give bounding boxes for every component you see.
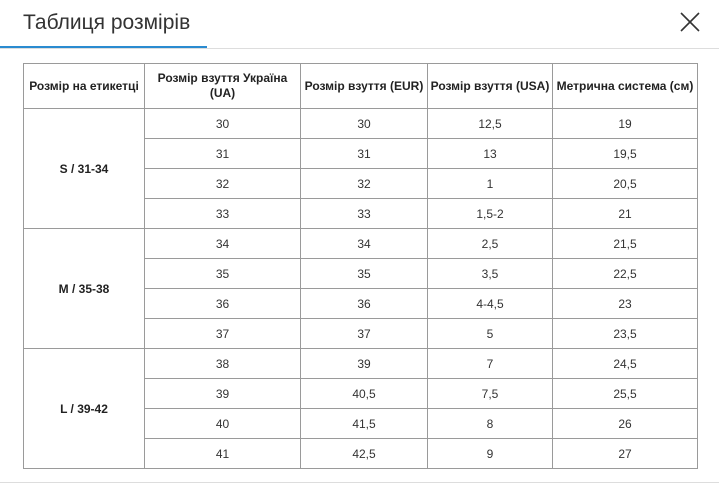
header-metric-size: Метрична система (см): [553, 64, 698, 109]
ua-size-cell: 32: [145, 169, 301, 199]
usa-size-cell: 4-4,5: [428, 289, 553, 319]
ua-size-cell: 33: [145, 199, 301, 229]
usa-size-cell: 5: [428, 319, 553, 349]
close-button[interactable]: [677, 9, 703, 35]
ua-size-cell: 40: [145, 409, 301, 439]
eur-size-cell: 30: [301, 109, 428, 139]
ua-size-cell: 30: [145, 109, 301, 139]
close-icon: [677, 9, 703, 35]
header-label-size: Розмір на етикетці: [24, 64, 145, 109]
ua-size-cell: 39: [145, 379, 301, 409]
table-body: [24, 109, 698, 469]
metric-size-cell: 20,5: [553, 169, 698, 199]
metric-size-cell: 24,5: [553, 349, 698, 379]
eur-size-cell: 35: [301, 259, 428, 289]
header-usa-size: Розмір взуття (USA): [428, 64, 553, 109]
eur-size-cell: 33: [301, 199, 428, 229]
eur-size-cell: 41,5: [301, 409, 428, 439]
ua-size-cell: 34: [145, 229, 301, 259]
metric-size-cell: 22,5: [553, 259, 698, 289]
metric-size-cell: 26: [553, 409, 698, 439]
size-label-cell: M / 35-38: [24, 229, 145, 349]
table-row: [24, 349, 698, 379]
table-row: [24, 109, 698, 139]
ua-size-cell: 35: [145, 259, 301, 289]
header-eur-size: Розмір взуття (EUR): [301, 64, 428, 109]
eur-size-cell: 40,5: [301, 379, 428, 409]
eur-size-cell: 39: [301, 349, 428, 379]
table-row: [24, 229, 698, 259]
metric-size-cell: 25,5: [553, 379, 698, 409]
usa-size-cell: 13: [428, 139, 553, 169]
eur-size-cell: 42,5: [301, 439, 428, 469]
usa-size-cell: 9: [428, 439, 553, 469]
usa-size-cell: 1: [428, 169, 553, 199]
eur-size-cell: 36: [301, 289, 428, 319]
eur-size-cell: 34: [301, 229, 428, 259]
footer-divider: [0, 482, 719, 483]
modal-title: Таблиця розмірів: [23, 11, 191, 34]
usa-size-cell: 8: [428, 409, 553, 439]
ua-size-cell: 38: [145, 349, 301, 379]
eur-size-cell: 32: [301, 169, 428, 199]
metric-size-cell: 19,5: [553, 139, 698, 169]
size-table: [23, 63, 698, 469]
table-header-row: [24, 64, 698, 109]
metric-size-cell: 19: [553, 109, 698, 139]
ua-size-cell: 36: [145, 289, 301, 319]
size-label-cell: S / 31-34: [24, 109, 145, 229]
eur-size-cell: 31: [301, 139, 428, 169]
eur-size-cell: 37: [301, 319, 428, 349]
modal-header: [0, 0, 719, 49]
metric-size-cell: 21: [553, 199, 698, 229]
size-label-cell: L / 39-42: [24, 349, 145, 469]
usa-size-cell: 7,5: [428, 379, 553, 409]
usa-size-cell: 3,5: [428, 259, 553, 289]
usa-size-cell: 1,5-2: [428, 199, 553, 229]
metric-size-cell: 23,5: [553, 319, 698, 349]
usa-size-cell: 7: [428, 349, 553, 379]
header-ua-size: Розмір взуття Україна (UA): [145, 64, 301, 109]
ua-size-cell: 41: [145, 439, 301, 469]
metric-size-cell: 23: [553, 289, 698, 319]
usa-size-cell: 2,5: [428, 229, 553, 259]
ua-size-cell: 31: [145, 139, 301, 169]
usa-size-cell: 12,5: [428, 109, 553, 139]
title-underline: [0, 46, 207, 48]
metric-size-cell: 21,5: [553, 229, 698, 259]
ua-size-cell: 37: [145, 319, 301, 349]
metric-size-cell: 27: [553, 439, 698, 469]
